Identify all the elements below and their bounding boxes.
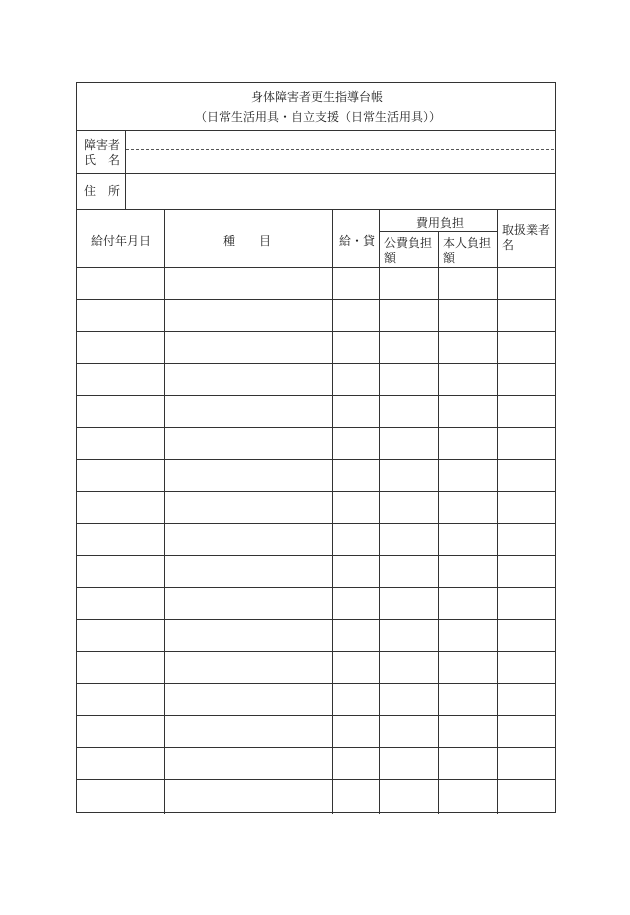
table-cell[interactable] [442, 660, 493, 674]
table-cell[interactable] [81, 404, 160, 418]
table-cell[interactable] [383, 724, 434, 738]
table-cell[interactable] [168, 596, 328, 610]
table-cell[interactable] [81, 756, 160, 770]
table-row-divider [77, 587, 555, 588]
table-cell[interactable] [336, 628, 375, 642]
table-cell[interactable] [501, 564, 552, 578]
table-cell[interactable] [81, 788, 160, 802]
table-cell[interactable] [168, 724, 328, 738]
table-cell[interactable] [383, 564, 434, 578]
table-cell[interactable] [501, 468, 552, 482]
table-cell[interactable] [168, 788, 328, 802]
table-cell[interactable] [336, 404, 375, 418]
table-cell[interactable] [168, 468, 328, 482]
table-cell[interactable] [383, 756, 434, 770]
table-cell[interactable] [501, 692, 552, 706]
address-field[interactable] [132, 184, 552, 198]
table-row-divider [77, 619, 555, 620]
table-cell[interactable] [168, 564, 328, 578]
table-cell[interactable] [501, 788, 552, 802]
table-cell[interactable] [383, 692, 434, 706]
table-cell[interactable] [442, 372, 493, 386]
header-public-line2: 額 [384, 251, 397, 265]
table-cell[interactable] [168, 532, 328, 546]
table-cell[interactable] [81, 628, 160, 642]
table-cell[interactable] [383, 628, 434, 642]
address-label: 住 所 [84, 184, 121, 198]
table-cell[interactable] [501, 756, 552, 770]
divider [77, 173, 555, 174]
table-cell[interactable] [383, 468, 434, 482]
table-cell[interactable] [501, 724, 552, 738]
table-cell[interactable] [501, 308, 552, 322]
table-cell[interactable] [383, 596, 434, 610]
header-date: 給付年月日 [91, 234, 152, 248]
table-cell[interactable] [168, 276, 328, 290]
table-cell[interactable] [336, 692, 375, 706]
table-cell[interactable] [81, 468, 160, 482]
table-cell[interactable] [442, 724, 493, 738]
header-type: 給・貸 [339, 234, 376, 248]
name-ruby-separator [126, 149, 554, 150]
table-cell[interactable] [501, 372, 552, 386]
table-row-divider [77, 683, 555, 684]
table-row-divider [77, 747, 555, 748]
table-cell[interactable] [81, 372, 160, 386]
table-cell[interactable] [442, 468, 493, 482]
table-row-divider [77, 459, 555, 460]
table-cell[interactable] [81, 340, 160, 354]
table-cell[interactable] [336, 788, 375, 802]
table-cell[interactable] [168, 628, 328, 642]
table-cell[interactable] [168, 660, 328, 674]
table-cell[interactable] [442, 500, 493, 514]
table-cell[interactable] [81, 660, 160, 674]
table-cell[interactable] [383, 532, 434, 546]
table-cell[interactable] [81, 276, 160, 290]
table-row-divider [77, 523, 555, 524]
table-cell[interactable] [81, 532, 160, 546]
table-cell[interactable] [336, 340, 375, 354]
table-cell[interactable] [442, 532, 493, 546]
table-row-divider [77, 395, 555, 396]
table-cell[interactable] [81, 596, 160, 610]
table-cell[interactable] [501, 276, 552, 290]
table-cell[interactable] [336, 596, 375, 610]
header-self-line2: 額 [443, 251, 456, 265]
table-cell[interactable] [442, 276, 493, 290]
table-cell[interactable] [442, 692, 493, 706]
table-cell[interactable] [442, 564, 493, 578]
header-vendor-line1: 取扱業者 [502, 223, 551, 237]
table-cell[interactable] [501, 500, 552, 514]
table-cell[interactable] [442, 404, 493, 418]
table-cell[interactable] [336, 532, 375, 546]
table-cell[interactable] [383, 372, 434, 386]
table-cell[interactable] [336, 276, 375, 290]
table-cell[interactable] [336, 564, 375, 578]
divider [77, 267, 555, 268]
name-label-line2: 氏 名 [84, 153, 121, 167]
table-cell[interactable] [336, 436, 375, 450]
table-cell[interactable] [442, 340, 493, 354]
table-row-divider [77, 715, 555, 716]
table-cell[interactable] [442, 436, 493, 450]
table-cell[interactable] [501, 596, 552, 610]
table-cell[interactable] [81, 500, 160, 514]
table-cell[interactable] [81, 692, 160, 706]
table-row-divider [77, 363, 555, 364]
table-cell[interactable] [501, 404, 552, 418]
table-cell[interactable] [336, 756, 375, 770]
table-cell[interactable] [168, 436, 328, 450]
divider [125, 130, 126, 209]
table-cell[interactable] [336, 724, 375, 738]
table-cell[interactable] [442, 628, 493, 642]
table-cell[interactable] [383, 788, 434, 802]
header-public-line1: 公費負担 [384, 236, 433, 250]
table-cell[interactable] [168, 756, 328, 770]
table-cell[interactable] [81, 724, 160, 738]
table-cell[interactable] [336, 308, 375, 322]
table-row-divider [77, 555, 555, 556]
table-cell[interactable] [383, 436, 434, 450]
table-cell[interactable] [168, 340, 328, 354]
table-row-divider [77, 299, 555, 300]
table-cell[interactable] [442, 756, 493, 770]
table-cell[interactable] [501, 436, 552, 450]
table-cell[interactable] [501, 340, 552, 354]
table-cell[interactable] [81, 308, 160, 322]
table-row-divider [77, 651, 555, 652]
ledger-form [76, 82, 556, 813]
table-cell[interactable] [168, 372, 328, 386]
table-row-divider [77, 427, 555, 428]
table-cell[interactable] [501, 628, 552, 642]
table-cell[interactable] [383, 276, 434, 290]
table-cell[interactable] [168, 500, 328, 514]
table-row-divider [77, 491, 555, 492]
table-cell[interactable] [442, 596, 493, 610]
table-cell[interactable] [336, 372, 375, 386]
header-item: 種 目 [223, 234, 272, 248]
header-cost-group: 費用負担 [416, 216, 465, 230]
table-cell[interactable] [81, 436, 160, 450]
divider [77, 130, 555, 131]
header-self-line1: 本人負担 [443, 236, 492, 250]
table-cell[interactable] [383, 660, 434, 674]
divider [77, 209, 555, 210]
table-cell[interactable] [501, 532, 552, 546]
header-vendor-line2: 名 [502, 238, 515, 252]
table-cell[interactable] [383, 340, 434, 354]
table-cell[interactable] [81, 564, 160, 578]
table-cell[interactable] [383, 404, 434, 418]
table-row-divider [77, 331, 555, 332]
table-cell[interactable] [442, 308, 493, 322]
table-cell[interactable] [383, 500, 434, 514]
form-title: 身体障害者更生指導台帳 [251, 90, 384, 104]
table-cell[interactable] [336, 660, 375, 674]
table-cell[interactable] [168, 692, 328, 706]
table-cell[interactable] [501, 660, 552, 674]
name-label-line1: 障害者 [84, 138, 121, 152]
form-subtitle: （日常生活用具・自立支援（日常生活用具）） [195, 110, 442, 124]
table-cell[interactable] [336, 468, 375, 482]
table-cell[interactable] [168, 308, 328, 322]
table-row-divider [77, 779, 555, 780]
table-cell[interactable] [336, 500, 375, 514]
table-cell[interactable] [168, 404, 328, 418]
table-cell[interactable] [442, 788, 493, 802]
table-cell[interactable] [383, 308, 434, 322]
